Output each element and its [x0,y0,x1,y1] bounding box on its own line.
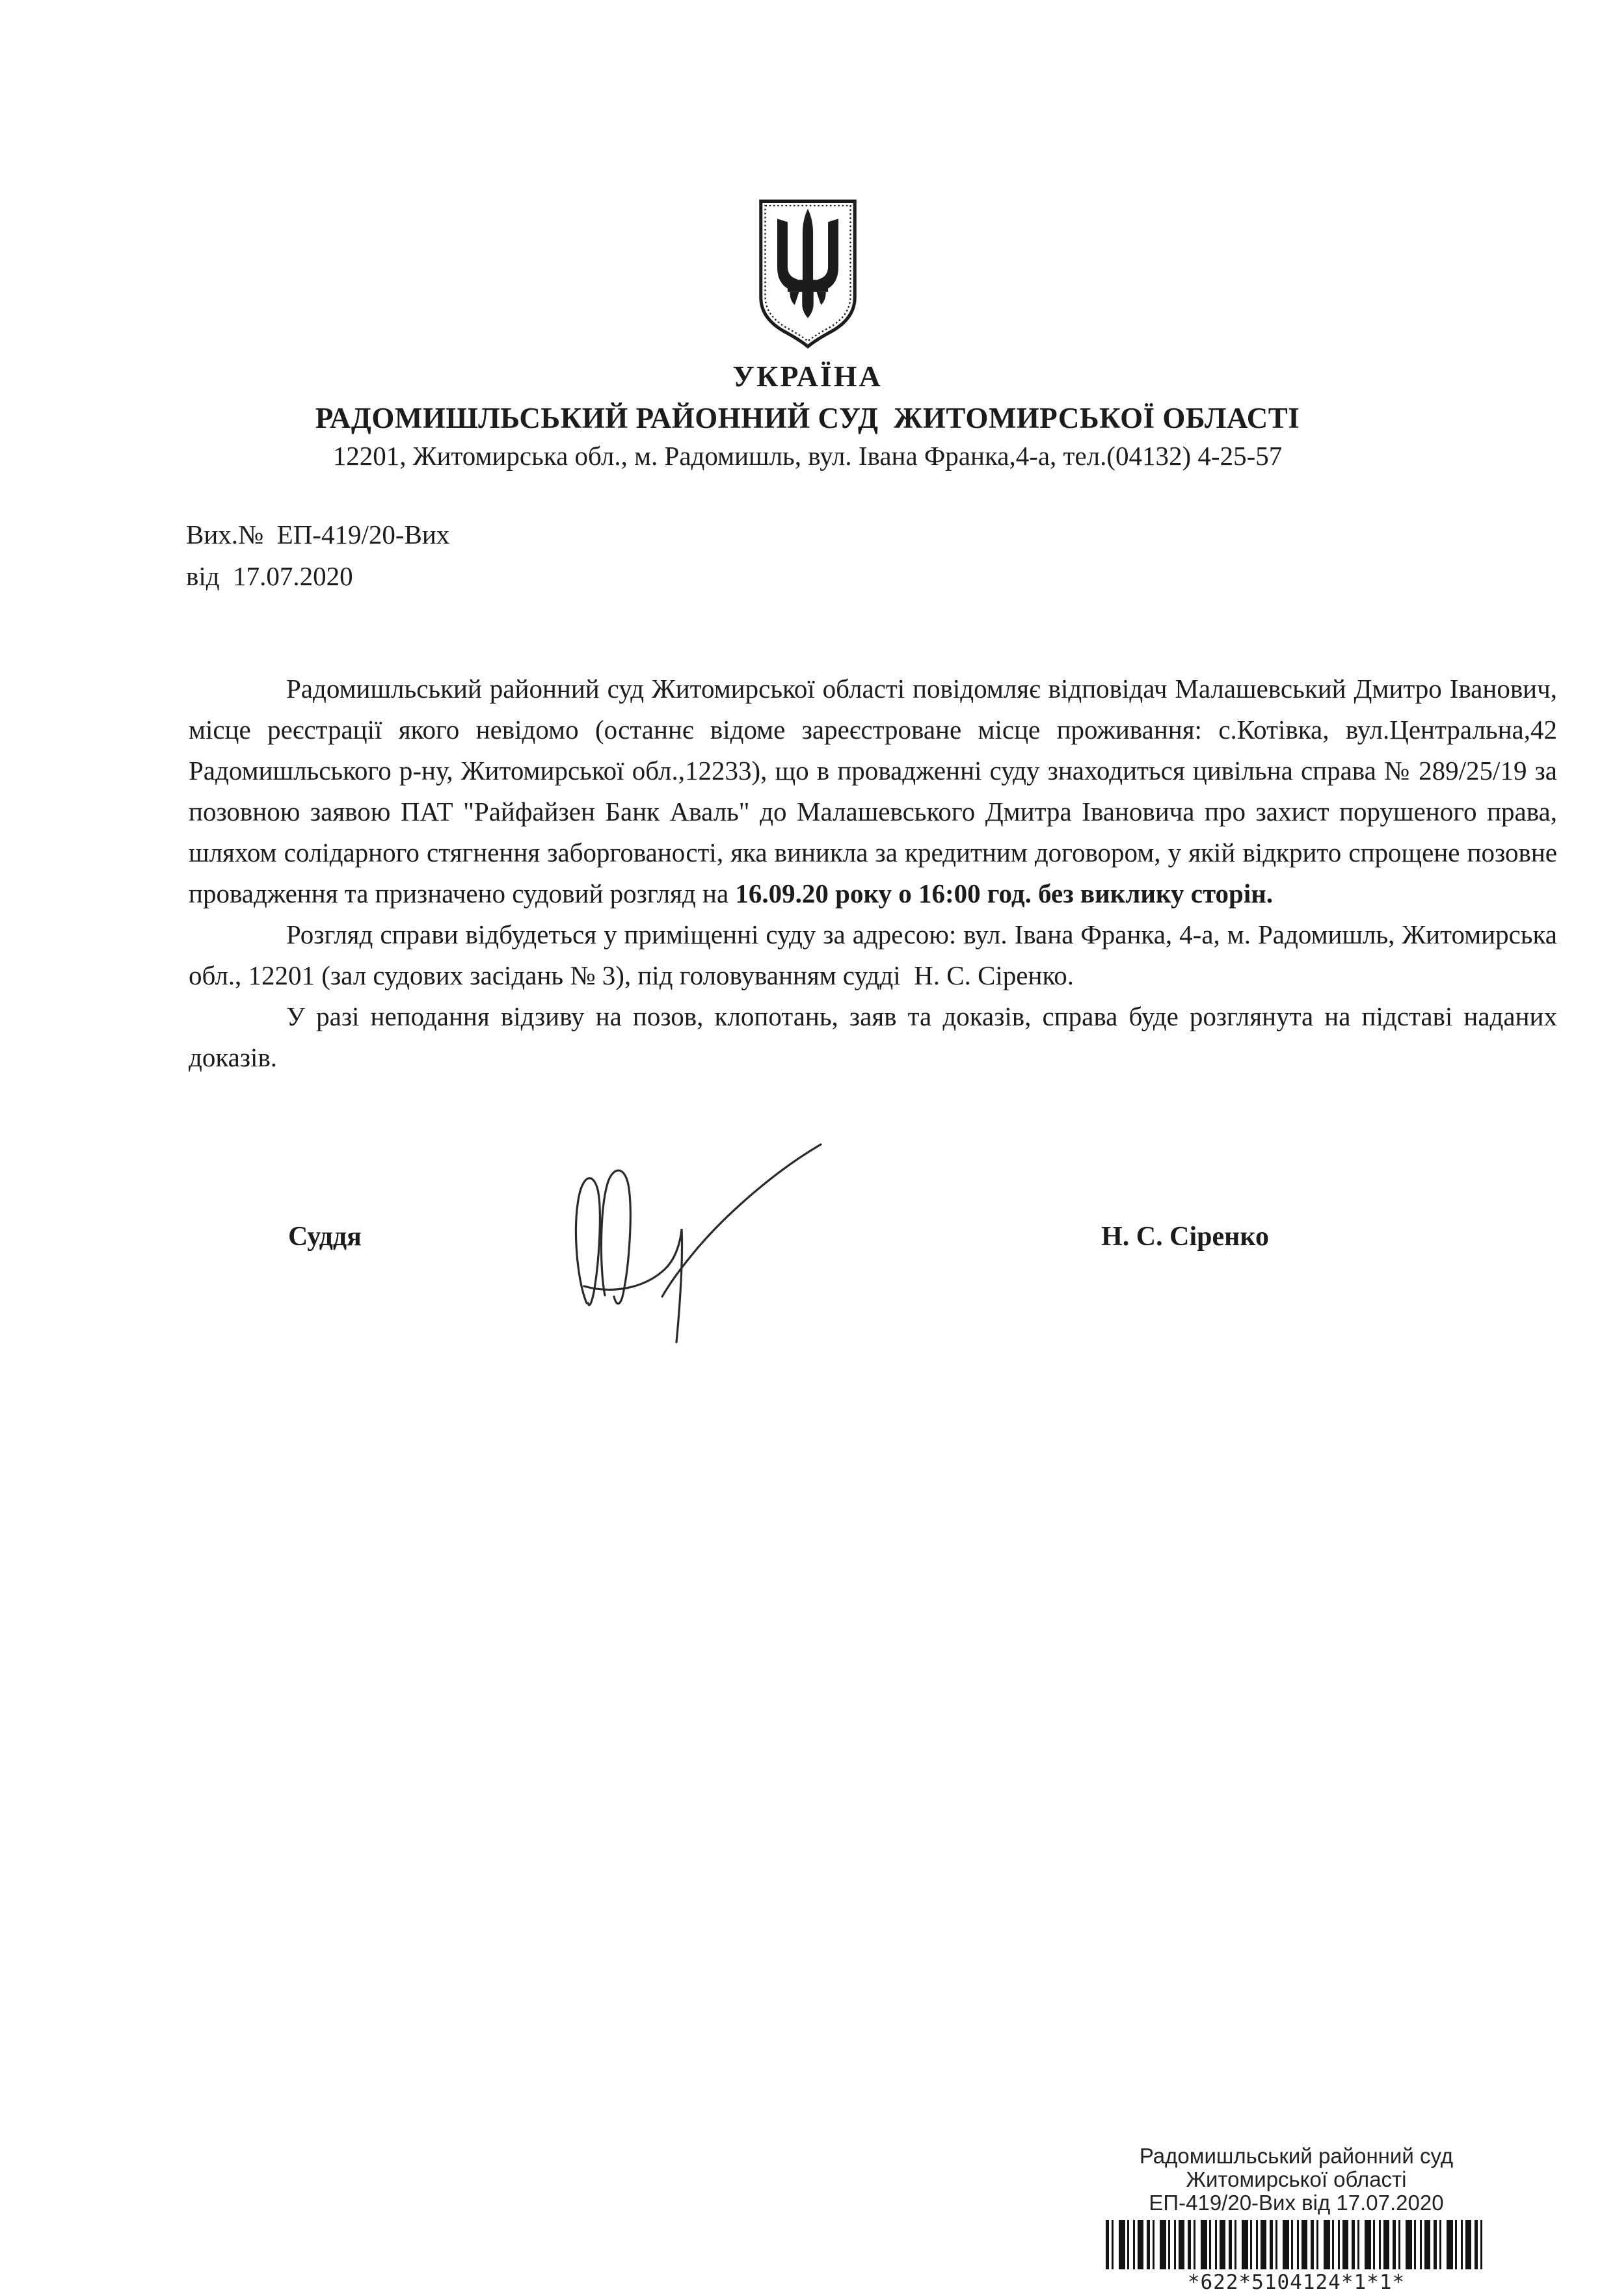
barcode [1106,2220,1487,2269]
footer-court-line2: Житомирської області [1186,2167,1407,2191]
letterhead [0,196,1615,471]
outgoing-number: Вих.№ ЕП-419/20-Вих [186,520,450,549]
judge-label: Суддя [288,1222,362,1252]
footer-court-line1: Радомишльський районний суд [1139,2144,1454,2168]
judge-name: Н. С. Сіренко [1101,1222,1269,1252]
hearing-date-bold: 16.09.20 року о 16:00 год. без виклику сторін. [735,878,1274,908]
outgoing-date: від 17.07.2020 [186,561,353,591]
paragraph-notice [189,668,1557,914]
letter-body [189,668,1557,1078]
ukraine-coat-of-arms-icon [753,196,862,352]
paragraph-location: Розгляд справи відбудеться у приміщенні суду за адресою: вул. Івана Франка, 4-а, м. Радомишль, Житомирська обл., 12201 (зал судових засідань № 3), під головуванням судді Н. С. Сіренко. [189,919,1557,990]
paragraph-notice-text: Радомишльський районний суд Житомирської області повідомляє відповідач Малашевський Дмитро Іванович, місце реєстрації якого невідомо (останнє відоме зареєстроване місце проживання: с.Котівка, вул.Центральна,42 Радомишльського р-ну, Житомирської обл.,12233), що в провадженні суду знаходиться цивільна справа № 289/25/19 за позовною заявою ПАТ "Райфайзен Банк Аваль" до Малашевського Дмитра Івановича про захист порушеного права, шляхом солідарного стягнення заборгованості, яка виникла за кредитним договором, у якій відкрито спрощене позовне провадження та призначено судовий розгляд на [189,674,1557,908]
reference-block [186,514,449,597]
country-name: УКРАЇНА [732,360,883,393]
barcode-text: *622*5104124*1*1* [1187,2271,1406,2294]
judge-signature [527,1133,833,1347]
court-name: РАДОМИШЛЬСЬКИЙ РАЙОННИЙ СУД ЖИТОМИРСЬКОЇ ОБЛАСТІ [315,402,1300,434]
footer-doc-ref: ЕП-419/20-Вих від 17.07.2020 [1149,2191,1444,2215]
footer-stamp-block [1060,2144,1532,2294]
paragraph-warning: У разі неподання відзиву на позов, клопотань, заяв та доказів, справа буде розглянута на підставі наданих доказів. [189,1001,1557,1072]
court-address: 12201, Житомирська обл., м. Радомишль, вул. Івана Франка,4-а, тел.(04132) 4-25-57 [332,441,1283,471]
